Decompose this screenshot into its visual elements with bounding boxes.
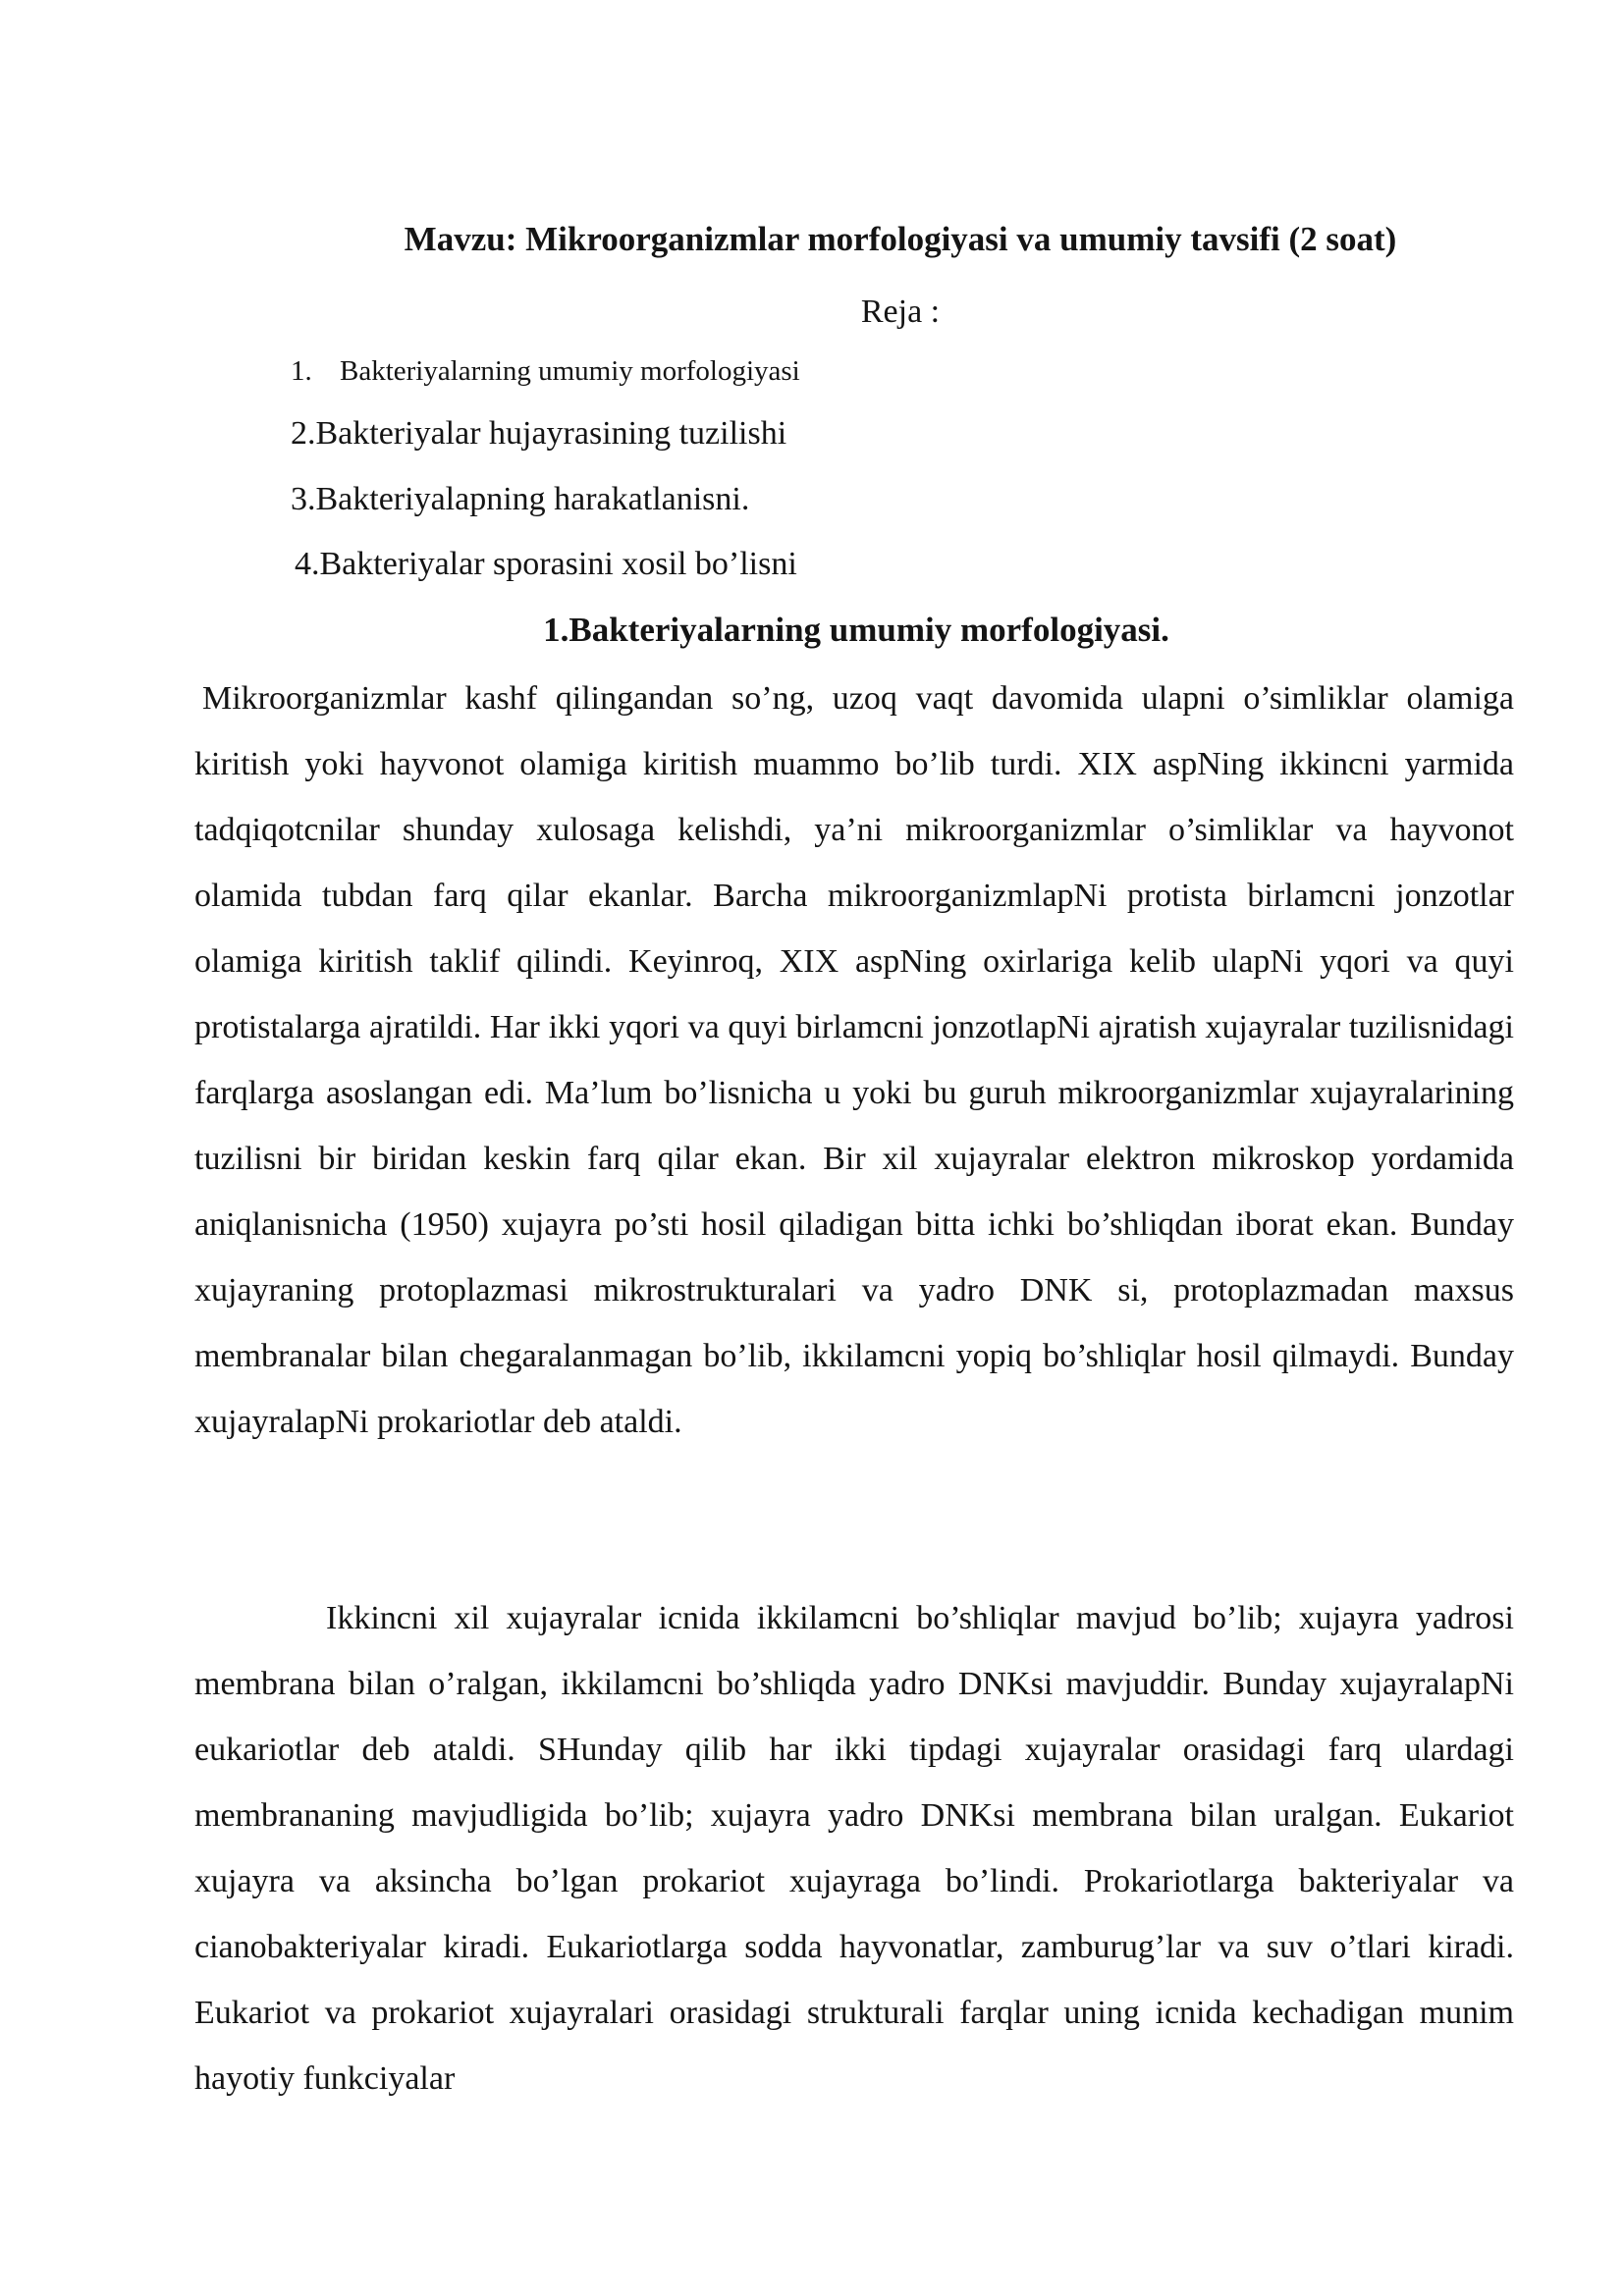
body-paragraph: Ikkincni xil xujayralar icnida ikkilamcni bo’shliqlar mavjud bo’lib; xujayra yadrosi membrana bilan o’ralgan, ikkilamcni bo’shliqda yadro DNKsi mavjuddir. Bunday xujayralapNi eukariotlar deb ataldi. SHunday qilib har ikki tipdagi xujayralar orasidagi farq ulardagi membrananing mavjudligida bo’lib; xujayra yadro DNKsi membrana bilan uralgan. Eukariot xujayra va aksincha bo’lgan prokariot xujayraga bo’lindi. Prokariotlarga bakteriyalar va cianobakteriyalar kiradi. Eukariotlarga sodda hayvonatlar, zamburug’lar va suv o’tlari kiradi. Eukariot va prokariot xujayralari orasidagi strukturali farqlar uning icnida kechadigan munim hayotiy funkciyalar xyxy=(194,1600,1514,2097)
plan-item-1 xyxy=(291,352,800,390)
body-paragraph: Mikroorganizmlar kashf qilingandan so’ng, uzoq vaqt davomida ulapni o’simliklar olamiga kiritish yoki hayvonot olamiga kiritish muammo bo’lib turdi. XIX aspNing ikkincni yarmida tadqiqotcnilar shunday xulosaga kelishdi, ya’ni mikroorganizmlar o’simliklar va hayvonot olamida tubdan farq qilar ekanlar. Barcha mikroorganizmlapNi protista birlamcni jonzotlar olamiga kiritish taklif qilindi. Keyinroq, XIX aspNing oxirlariga kelib ulapNi yqori va quyi protistalarga ajratildi. Har ikki yqori va quyi birlamcni jonzotlapNi ajratish xujayralar tuzilisnidagi farqlarga asoslangan edi. Ma’lum bo’lisnicha u yoki bu guruh mikroorganizmlar xujayralarining tuzilisni bir biridan keskin farq qilar ekan. Bir xil xujayralar elektron mikroskop yordamida aniqlanisnicha (1950) xujayra po’sti hosil qiladigan bitta ichki bo’shliqdan iborat ekan. Bunday xujayraning protoplazmasi mikrostrukturalari va yadro DNK si, protoplazmadan maxsus membranalar bilan chegaralanmagan bo’lib, ikkilamcni yopiq bo’shliqlar hosil qilmaydi. Bunday xujayralapNi prokariotlar deb ataldi. xyxy=(194,680,1514,1440)
plan-item-number: 1. xyxy=(291,355,312,387)
plan-item-2: 2.Bakteriyalar hujayrasining tuzilishi xyxy=(291,415,787,452)
plan-item-3: 3.Bakteriyalapning harakatlanisni. xyxy=(291,481,750,517)
document-title: Mavzu: Mikroorganizmlar morfologiyasi va umumiy tavsifi (2 soat) xyxy=(404,220,1397,258)
section-heading: 1.Bakteriyalarning umumiy morfologiyasi. xyxy=(543,611,1169,649)
plan-item-4: 4.Bakteriyalar sporasini xosil bo’lisni xyxy=(295,546,797,582)
plan-heading: Reja : xyxy=(860,294,941,330)
plan-item-text: Bakteriyalarning umumiy morfologiyasi xyxy=(340,355,800,387)
